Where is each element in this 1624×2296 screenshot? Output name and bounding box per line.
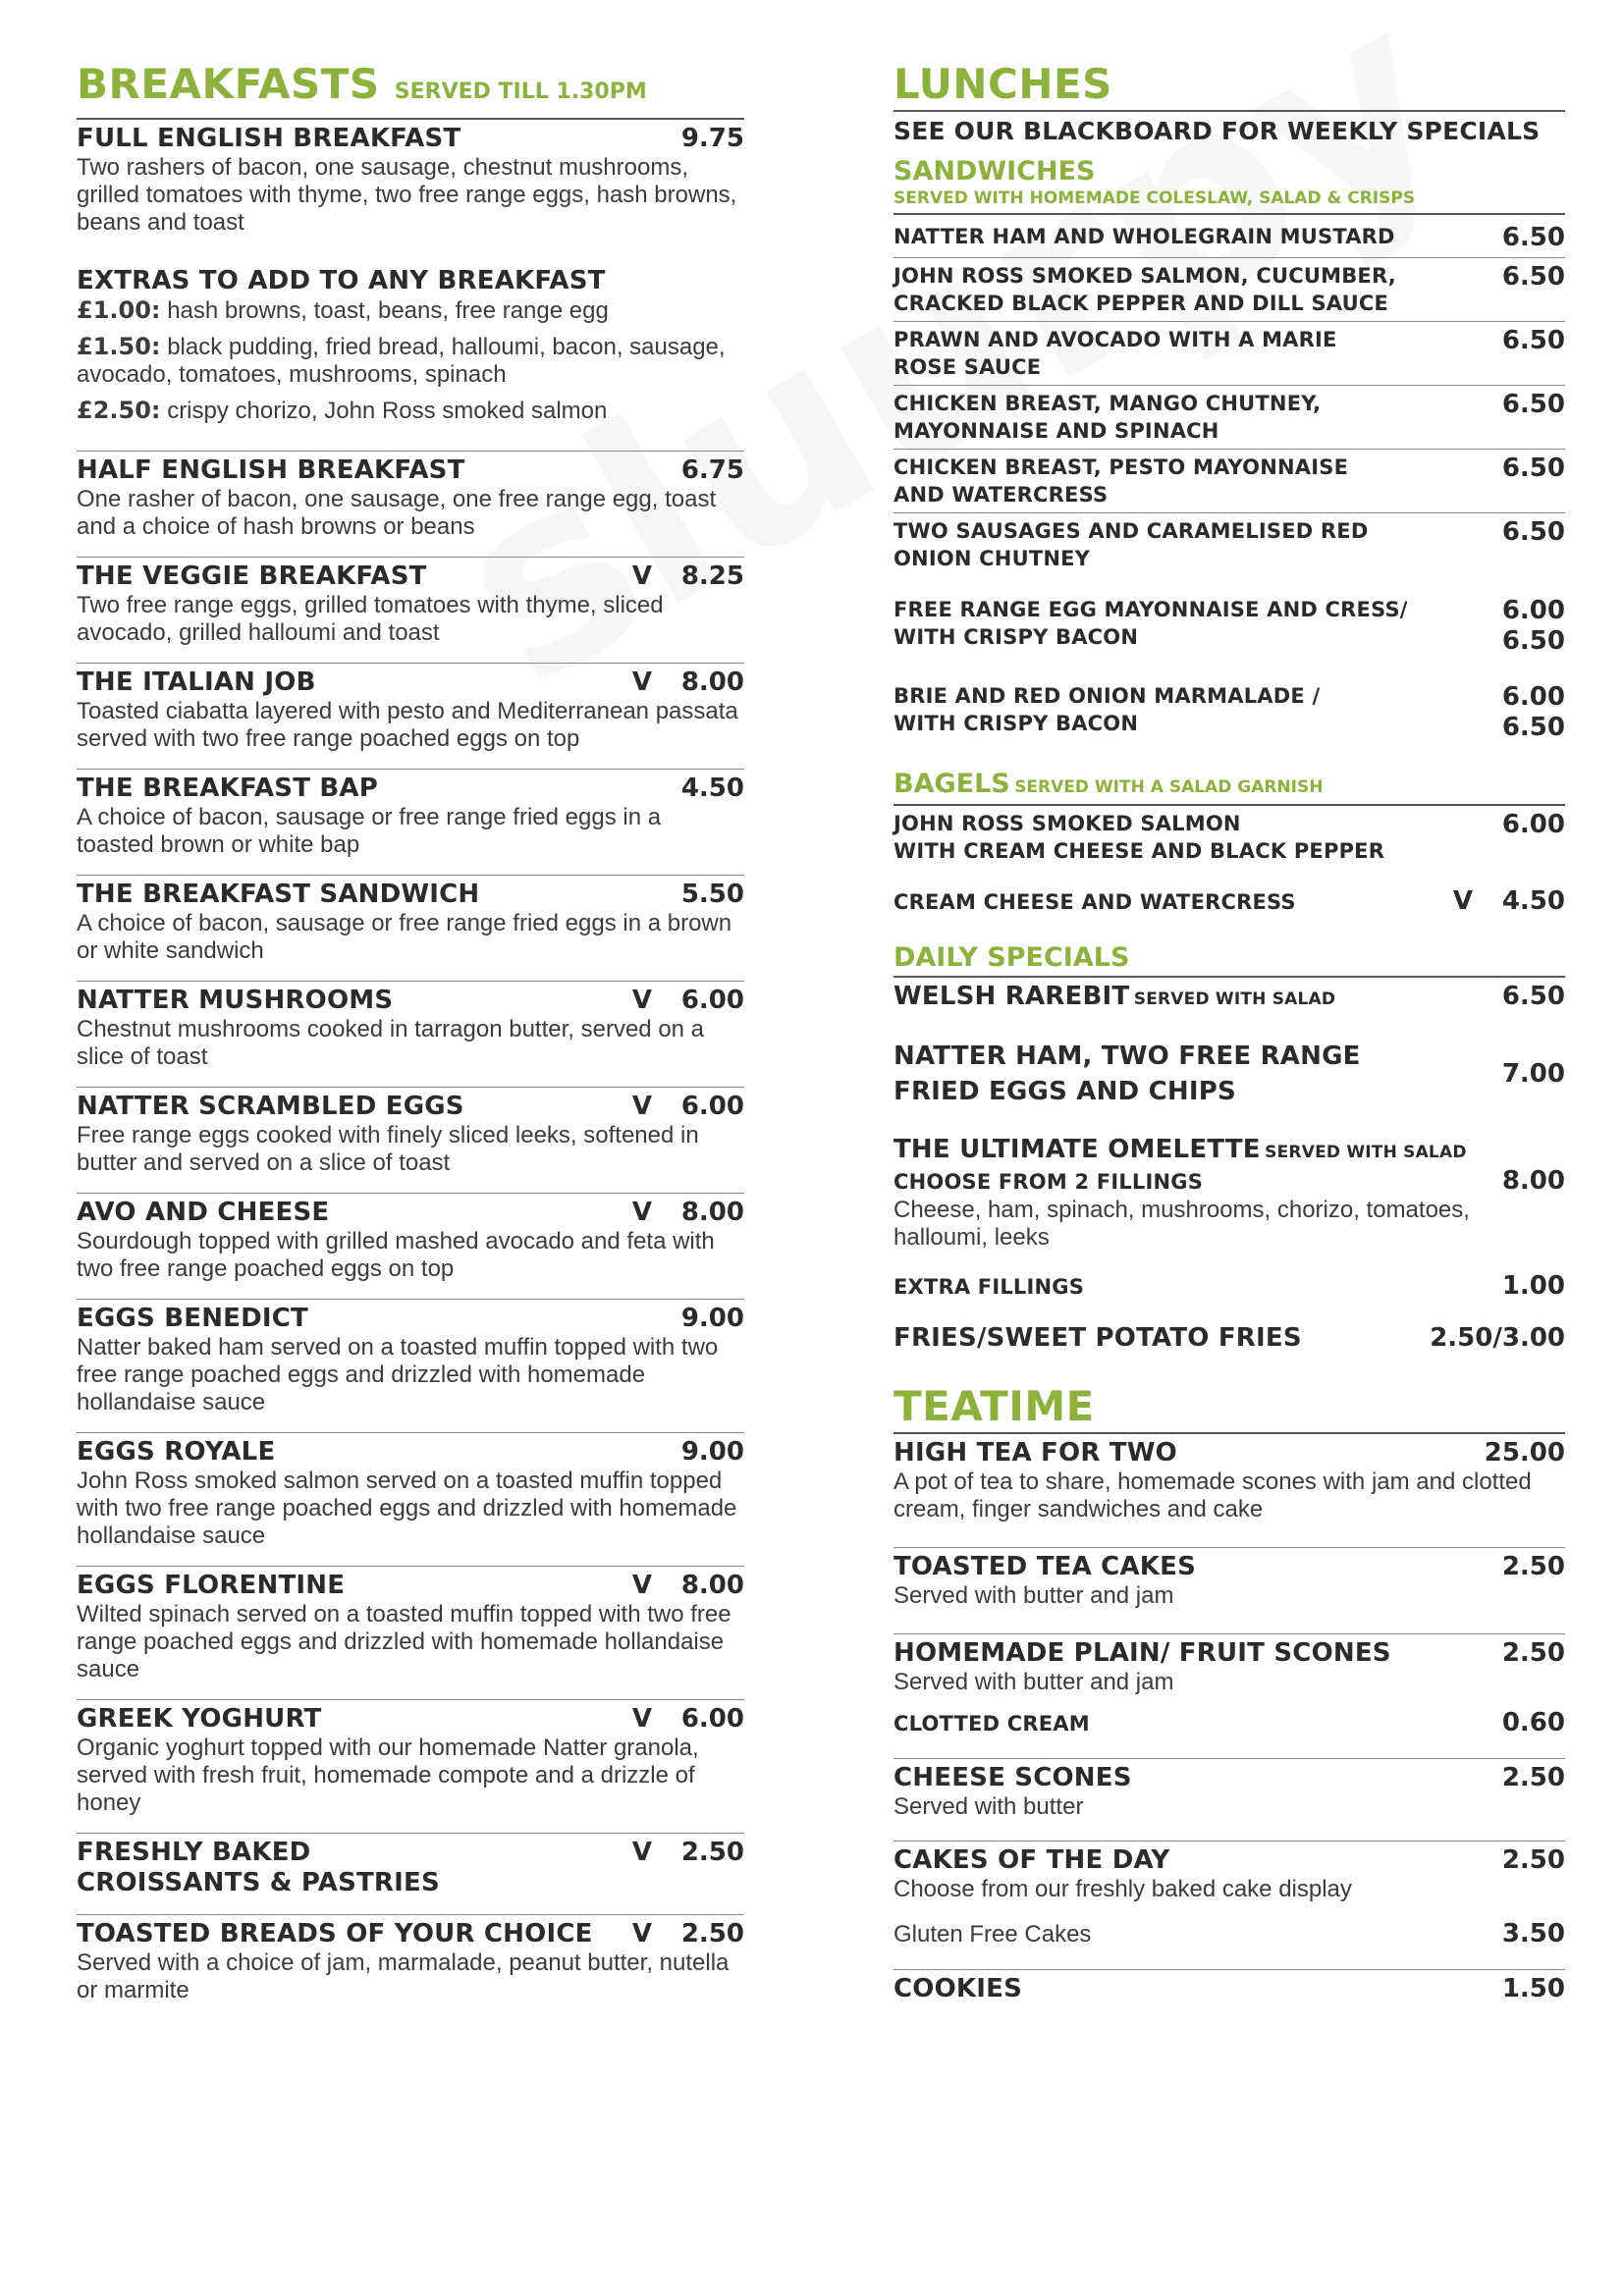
item-name: CHICKEN BREAST, PESTO MAYONNAISE AND WATERCRESS [893,455,1349,507]
lunches-title: LUNCHES [893,60,1112,108]
lunches-column [893,59,1565,2004]
item-price: 6.50 [1501,223,1565,252]
item-desc: Natter baked ham served on a toasted muffin topped with two free range poached eggs and drizzled with homemade hollandaise sauce [77,1334,719,1415]
breakfasts-subtitle: SERVED TILL 1.30PM [394,80,647,104]
sandwich-item [893,385,1565,445]
item-name: EGGS ROYALE [77,1437,276,1467]
item-name: CHICKEN BREAST, MANGO CHUTNEY, MAYONNAISE AND SPINACH [893,392,1322,443]
item-name: HALF ENGLISH BREAKFAST [77,455,465,485]
menu-item [77,1699,744,1817]
veg-marker: V [631,1919,652,1949]
sandwiches-title: SANDWICHES [893,156,1096,187]
tea-item: HIGH TEA FOR TWO 25.00 A pot of tea to share, homemade scones with jam and clotted cream, finger sandwiches and cake [893,1438,1565,1522]
special-rarebit: WELSH RAREBIT SERVED WITH SALAD 6.50 [893,982,1565,1011]
menu-item [77,1833,744,1898]
item-price: 6.75 [680,455,744,485]
sandwich-item [893,512,1565,572]
tea-item: CHEESE SCONES 2.50 Served with butter [893,1758,1565,1821]
veg-marker: V [631,1838,652,1867]
item-price: 6.50 [1501,326,1565,355]
item-price: 6.50 [1501,517,1565,547]
item-name: GREEK YOGHURT [77,1704,322,1734]
veg-marker: V [631,667,652,697]
bagel-cream-cheese: CREAM CHEESE AND WATERCRESS V 4.50 [893,886,1565,916]
menu-item [77,981,744,1071]
sandwich-item [893,321,1565,381]
item-price: V 2.50 [631,1919,744,1949]
menu-item [77,451,744,541]
veg-marker: V [631,986,652,1015]
menu-item [77,120,744,237]
breakfasts-title: BREAKFASTS [77,60,380,108]
section-divider [893,110,1565,112]
special-ham: NATTER HAM, TWO FREE RANGE FRIED EGGS AND CHIPS 7.00 [893,1041,1565,1106]
menu-item [77,1566,744,1683]
item-price: V 6.00 [631,1092,744,1121]
item-name: FULL ENGLISH BREAKFAST [77,124,461,153]
item-name: THE VEGGIE BREAKFAST [77,561,427,591]
tea-item: TOASTED TEA CAKES 2.50 Served with butter and jam [893,1547,1565,1610]
menu-item [77,1432,744,1550]
veg-marker: V [631,561,652,591]
tea-item: COOKIES 1.50 [893,1969,1565,2004]
item-desc: Wilted spinach served on a toasted muffin topped with two free range poached eggs and drizzled with homemade hollandaise sauce [77,1601,731,1682]
item-desc: Served with a choice of jam, marmalade, peanut butter, nutella or marmite [77,1949,730,2003]
item-price: 9.00 [680,1304,744,1333]
item-desc: Sourdough topped with grilled mashed avocado and feta with two free range poached eggs on top [77,1228,715,1282]
item-price: V 6.00 [631,986,744,1015]
tea-item: CAKES OF THE DAY 2.50 Choose from our freshly baked cake display Gluten Free Cakes 3.50 [893,1841,1565,1949]
section-divider [893,213,1565,215]
item-desc: Two free range eggs, grilled tomatoes with thyme, sliced avocado, grilled halloumi and toast [77,592,664,646]
sandwiches-note: SERVED WITH HOMEMADE COLESLAW, SALAD & CRISPS [893,188,1416,208]
sandwich-item [893,449,1565,508]
veg-marker: V [631,1571,652,1600]
menu-item [77,1914,744,2004]
item-name: NATTER HAM AND WHOLEGRAIN MUSTARD [893,225,1395,248]
item-name: EGGS FLORENTINE [77,1571,346,1600]
veg-marker: V [631,1092,652,1121]
bagels-title: BAGELS [893,769,1010,799]
item-desc: Organic yoghurt topped with our homemade Natter granola, served with fresh fruit, homemade compote and a drizzle of honey [77,1735,699,1816]
menu-item [77,663,744,753]
item-name: NATTER SCRAMBLED EGGS [77,1092,464,1121]
item-price: V 6.00 [631,1704,744,1734]
sandwich-item [893,219,1565,253]
item-desc: Two rashers of bacon, one sausage, chestnut mushrooms, grilled tomatoes with thyme, two free range eggs, hash browns, beans and toast [77,154,737,236]
item-price: 9.00 [680,1437,744,1467]
item-name: THE BREAKFAST SANDWICH [77,880,480,909]
teatime-title: TEATIME [893,1382,1095,1430]
tea-item: HOMEMADE PLAIN/ FRUIT SCONES 2.50 Served with butter and jam CLOTTED CREAM 0.60 [893,1633,1565,1738]
extras-block [77,262,744,435]
item-price: V 8.25 [631,561,744,591]
item-price: 6.50 [1501,454,1565,483]
extras-title: EXTRAS TO ADD TO ANY BREAKFAST [77,266,606,295]
bagels-note: SERVED WITH A SALAD GARNISH [1014,777,1324,797]
extras-line: £1.50: black pudding, fried bread, halloumi, bacon, sausage, avocado, tomatoes, mushrooms, spinach [77,333,726,388]
sandwich-item [893,257,1565,317]
item-desc: One rasher of bacon, one sausage, one free range egg, toast and a choice of hash browns or beans [77,486,717,540]
veg-marker: V [631,1704,652,1734]
item-name: THE ITALIAN JOB [77,667,316,697]
item-desc: Chestnut mushrooms cooked in tarragon butter, served on a slice of toast [77,1016,705,1070]
item-name: TWO SAUSAGES AND CARAMELISED RED ONION CHUTNEY [893,519,1369,570]
item-price: V 8.00 [631,1198,744,1227]
specials-title: DAILY SPECIALS [893,942,1130,973]
menu-item [77,875,744,965]
blackboard-note: SEE OUR BLACKBOARD FOR WEEKLY SPECIALS [893,117,1541,145]
special-omelette: THE ULTIMATE OMELETTE SERVED WITH SALAD CHOOSE FROM 2 FILLINGS 8.00 Cheese, ham, spinach, mushrooms, chorizo, tomatoes, halloumi, leeks [893,1135,1565,1251]
item-name: EGGS BENEDICT [77,1304,308,1333]
item-name: PRAWN AND AVOCADO WITH A MARIE ROSE SAUCE [893,328,1337,379]
item-name: THE BREAKFAST BAP [77,774,378,803]
item-desc: A choice of bacon, sausage or free range fried eggs in a brown or white sandwich [77,910,732,964]
item-name: JOHN ROSS SMOKED SALMON, CUCUMBER, CRACKED BLACK PEPPER AND DILL SAUCE [893,264,1396,315]
item-name: AVO AND CHEESE [77,1198,330,1227]
item-desc: John Ross smoked salmon served on a toasted muffin topped with two free range poached eggs and drizzled with homemade hollandaise sauce [77,1468,737,1549]
item-price: 5.50 [680,880,744,909]
item-desc: Toasted ciabatta layered with pesto and Mediterranean passata served with two free range poached eggs on top [77,698,738,752]
sandwich-egg: FREE RANGE EGG MAYONNAISE AND CRESS/ WITH CRISPY BACON 6.00 6.50 [893,596,1565,656]
special-extra-fillings: EXTRA FILLINGS 1.00 [893,1271,1565,1301]
item-price: 6.50 [1501,390,1565,419]
item-price: 9.75 [680,124,744,153]
item-price: 6.50 [1501,262,1565,292]
item-name: FRESHLY BAKED CROISSANTS & PASTRIES [77,1838,440,1897]
menu-item [77,557,744,647]
item-price: 4.50 [680,774,744,803]
menu-item [77,769,744,859]
item-desc: A choice of bacon, sausage or free range fried eggs in a toasted brown or white bap [77,804,662,858]
extras-line: £2.50: crispy chorizo, John Ross smoked salmon [77,397,608,424]
item-name: NATTER MUSHROOMS [77,986,394,1015]
veg-marker: V [631,1198,652,1227]
breakfasts-heading [77,59,744,118]
special-fries: FRIES/SWEET POTATO FRIES 2.50/3.00 [893,1323,1565,1353]
item-name: TOASTED BREADS OF YOUR CHOICE [77,1919,593,1949]
extras-line: £1.00: hash browns, toast, beans, free range egg [77,296,609,324]
item-price: V 2.50 [631,1838,744,1867]
item-desc: Free range eggs cooked with finely sliced leeks, softened in butter and served on a slice of toast [77,1122,699,1176]
breakfasts-column [77,59,744,2004]
bagel-salmon: JOHN ROSS SMOKED SALMON WITH CREAM CHEESE AND BLACK PEPPER 6.00 [893,810,1565,863]
menu-item [77,1299,744,1416]
bagels-heading [893,769,1565,800]
sandwich-brie: BRIE AND RED ONION MARMALADE / WITH CRISPY BACON 6.00 6.50 [893,682,1565,742]
item-price: V 8.00 [631,667,744,697]
menu-item [77,1087,744,1177]
item-price: V 8.00 [631,1571,744,1600]
menu-item [77,1193,744,1283]
